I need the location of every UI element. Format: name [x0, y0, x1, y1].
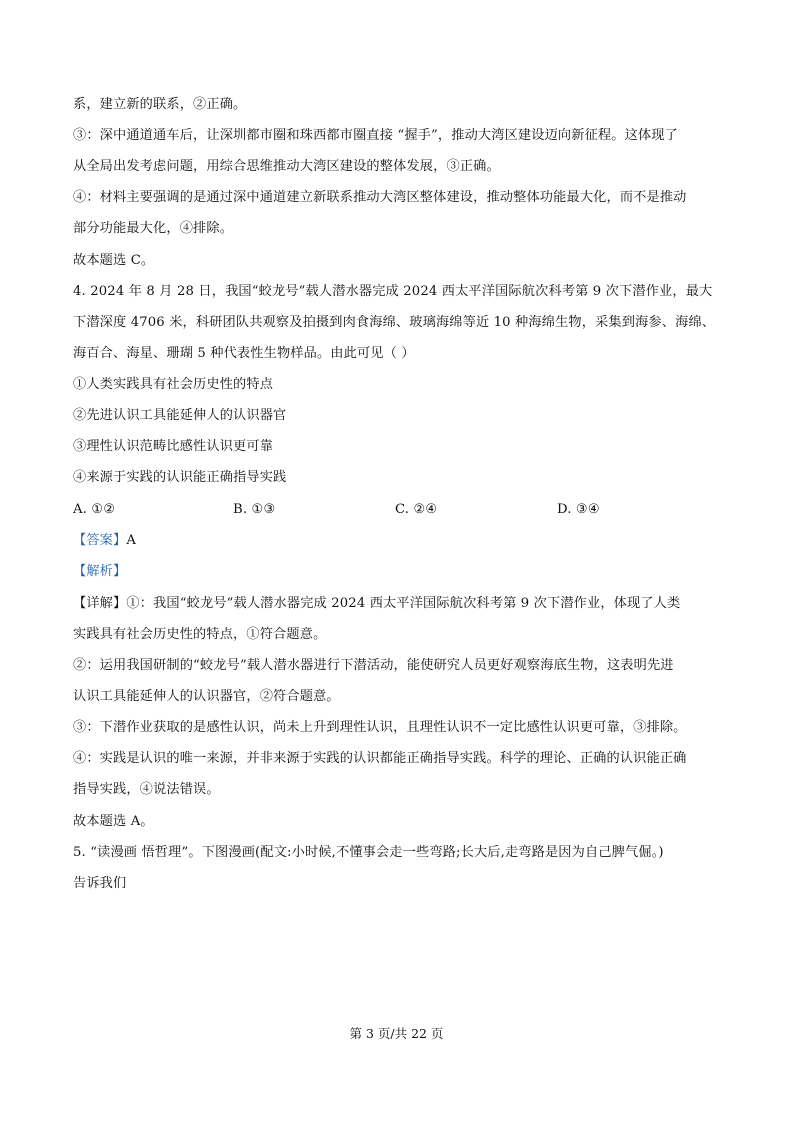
question-4-stem: 4. 2024 年 8 月 28 日，我国“蛟龙号”载人潜水器完成 2024 西太平洋国际航次科考第 9 次下潜作业，最大: [73, 284, 713, 299]
text-line: 系，建立新的联系，②正确。: [73, 97, 247, 112]
question-5-stem: 5. “读漫画 悟哲理”。下图漫画(配文:小时候,不懂事会走一些弯路;长大后,走弯路是因为自己脾气倔。): [73, 845, 664, 860]
text-line: ④：实践是认识的唯一来源，并非来源于实践的认识都能正确指导实践。科学的理论、正确的认识能正确: [73, 751, 687, 766]
answer-options: [73, 501, 723, 519]
text-line: 从全局出发考虑问题，用综合思维推动大湾区建设的整体发展，③正确。: [73, 159, 500, 174]
answer-line: [73, 532, 136, 550]
text-line: 故本题选 A。: [73, 814, 154, 829]
text-line: 认识工具能延伸人的认识器官，②符合题意。: [73, 689, 340, 704]
text-line: ④：材料主要强调的是通过深中通道建立新联系推动大湾区整体建设，推动整体功能最大化，而不是推动: [73, 190, 687, 205]
answer-value: A: [126, 533, 137, 548]
text-line: 实践具有社会历史性的特点，①符合题意。: [73, 627, 327, 642]
answer-tag: 【答案】: [73, 533, 127, 548]
statement-4: ④来源于实践的认识能正确指导实践: [73, 470, 287, 485]
statement-3: ③理性认识范畴比感性认识更可靠: [73, 439, 274, 454]
analysis-tag: 【解析】: [73, 564, 127, 579]
option-a: A. ①②: [73, 502, 116, 517]
text-line: 下潜深度 4706 米，科研团队共观察及拍摄到肉食海绵、玻璃海绵等近 10 种海绵生物，采集到海参、海绵、: [73, 315, 716, 330]
statement-2: ②先进认识工具能延伸人的认识器官: [73, 408, 287, 423]
text-line: 部分功能最大化，④排除。: [73, 221, 234, 236]
option-b: B. ①③: [233, 502, 276, 517]
text-line: 故本题选 C。: [73, 253, 155, 268]
text-line: 海百合、海星、珊瑚 5 种代表性生物样品。由此可见（ ）: [73, 346, 415, 361]
option-c: C. ②④: [395, 502, 438, 517]
option-d: D. ③④: [557, 502, 600, 517]
text-line: 告诉我们: [73, 876, 127, 891]
page-number-footer: 第 3 页/共 22 页: [349, 1026, 444, 1041]
detail-line: [73, 595, 680, 613]
detail-tag: 【详解】: [73, 596, 127, 611]
analysis-line: [73, 563, 126, 581]
statement-1: ①人类实践具有社会历史性的特点: [73, 377, 274, 392]
text-line: ②：运用我国研制的“蛟龙号”载人潜水器进行下潜活动，能使研究人员更好观察海底生物，这表明先进: [73, 658, 674, 673]
text-line: ③：深中通道通车后，让深圳都市圈和珠西都市圈直接 “握手”，推动大湾区建设迈向新征程。这体现了: [73, 128, 678, 143]
detail-text: ①：我国“蛟龙号”载人潜水器完成 2024 西太平洋国际航次科考第 9 次下潜作业，体现了人类: [126, 596, 681, 611]
text-line: ③：下潜作业获取的是感性认识，尚未上升到理性认识，且理性认识不一定比感性认识更可靠，③排除。: [73, 720, 687, 735]
text-line: 指导实践，④说法错误。: [73, 782, 220, 797]
